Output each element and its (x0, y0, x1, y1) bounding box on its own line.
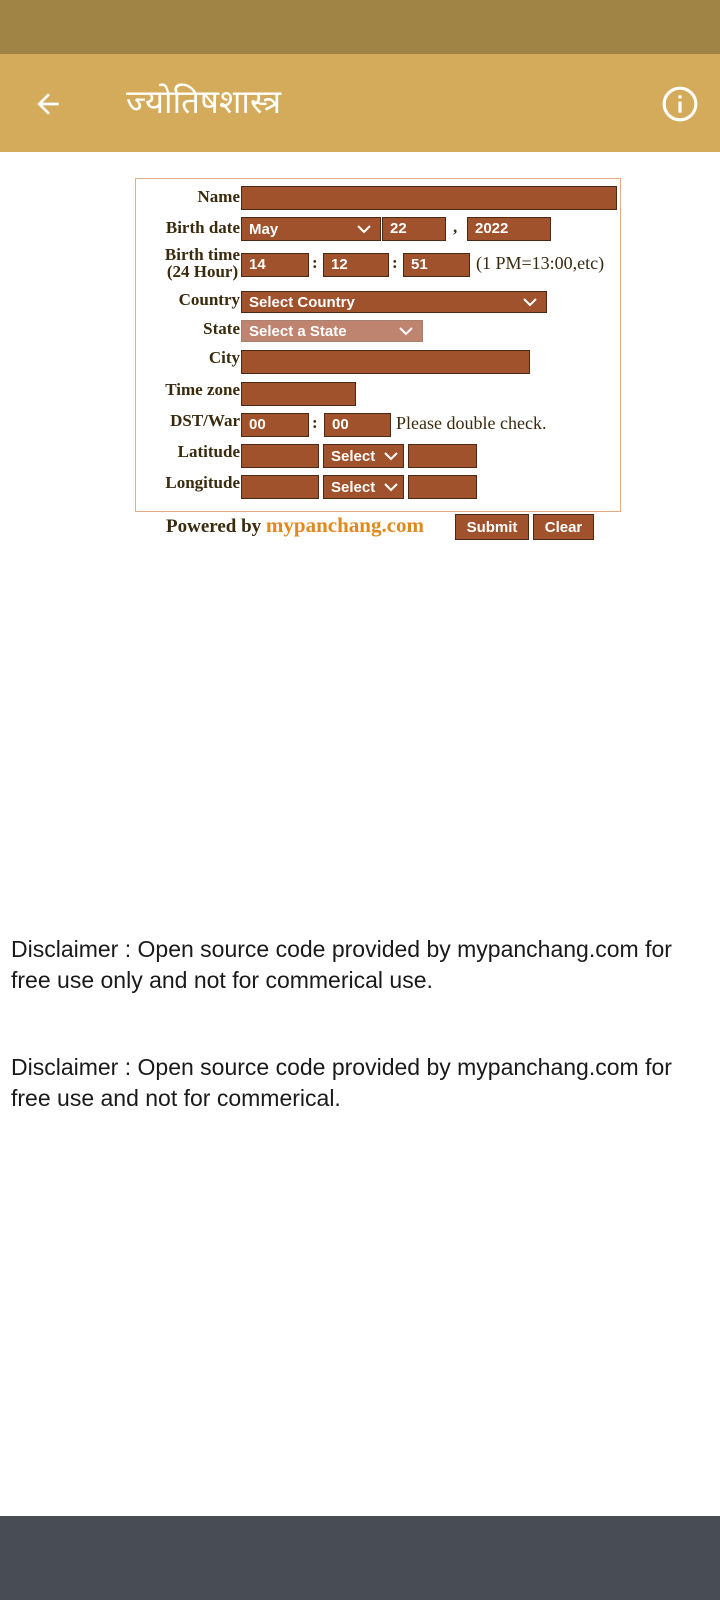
app-title: ज्योतिषशास्त्र (126, 82, 282, 121)
status-bar (0, 0, 720, 54)
powered-by-label: Powered by (166, 516, 262, 537)
country-label: Country (178, 290, 240, 309)
birth-month-select[interactable] (241, 217, 381, 241)
country-select-value: Select Country (249, 293, 355, 311)
chevron-down-icon (383, 448, 399, 464)
dst-war-label: DST/War (170, 411, 240, 430)
city-label: City (208, 348, 240, 367)
chevron-down-icon (356, 221, 372, 237)
latitude-input[interactable] (241, 444, 319, 468)
longitude-input[interactable] (241, 475, 319, 499)
state-select[interactable] (241, 320, 423, 342)
time-format-hint: (1 PM=13:00,etc) (476, 253, 605, 273)
name-label: Name (197, 187, 240, 206)
clear-button[interactable]: Clear (533, 514, 594, 540)
time-zone-label: Time zone (165, 380, 240, 399)
time-separator: : (312, 413, 318, 432)
longitude-direction-select[interactable] (323, 475, 404, 499)
country-select[interactable] (241, 291, 547, 313)
birth-minute-input[interactable]: 12 (323, 253, 389, 277)
info-circle-icon (661, 85, 699, 123)
disclaimer-2: Disclaimer : Open source code provided by mypanchang.com for free use and not for commerical. (11, 1054, 672, 1111)
disclaimer-1: Disclaimer : Open source code provided by mypanchang.com for free use only and not for commerical use. (11, 936, 672, 993)
birth-details-form (135, 178, 621, 512)
dst-hours-input[interactable]: 00 (241, 413, 309, 437)
chevron-down-icon (383, 479, 399, 495)
birth-date-label: Birth date (165, 218, 240, 237)
birth-time-label-main: Birth time (164, 245, 240, 264)
time-separator: : (392, 253, 398, 272)
dst-minutes-input[interactable]: 00 (324, 413, 391, 437)
birth-second-input[interactable]: 51 (403, 253, 470, 277)
latitude-label: Latitude (177, 442, 240, 461)
birth-time-label (165, 246, 240, 280)
app-bar (0, 54, 720, 152)
birth-hour-input[interactable]: 14 (241, 253, 309, 277)
chevron-down-icon (398, 323, 414, 339)
city-input[interactable] (241, 350, 530, 374)
time-zone-input[interactable] (241, 382, 356, 406)
dst-hint: Please double check. (396, 413, 547, 433)
powered-by (166, 512, 424, 540)
latitude-direction-select[interactable] (323, 444, 404, 468)
state-select-value: Select a State (249, 322, 347, 340)
latitude-direction-value: Select (331, 447, 376, 465)
longitude-label: Longitude (165, 473, 240, 492)
arrow-left-icon (32, 88, 64, 120)
birth-day-input[interactable]: 22 (382, 217, 446, 241)
back-button[interactable] (24, 80, 72, 128)
info-button[interactable] (656, 80, 704, 128)
mypanchang-link[interactable]: mypanchang.com (265, 513, 425, 537)
time-separator: : (312, 253, 318, 272)
longitude-direction-value: Select (331, 478, 376, 496)
latitude-extra-input[interactable] (408, 444, 477, 468)
longitude-extra-input[interactable] (408, 475, 477, 499)
submit-button[interactable]: Submit (455, 514, 529, 540)
birth-year-input[interactable]: 2022 (467, 217, 551, 241)
chevron-down-icon (522, 294, 538, 310)
date-separator: , (453, 217, 458, 236)
birth-month-value: May (249, 220, 279, 238)
state-label: State (203, 319, 240, 338)
system-nav-bar (0, 1516, 720, 1600)
name-input[interactable] (241, 186, 617, 210)
birth-time-label-sub: (24 Hour) (166, 262, 239, 281)
